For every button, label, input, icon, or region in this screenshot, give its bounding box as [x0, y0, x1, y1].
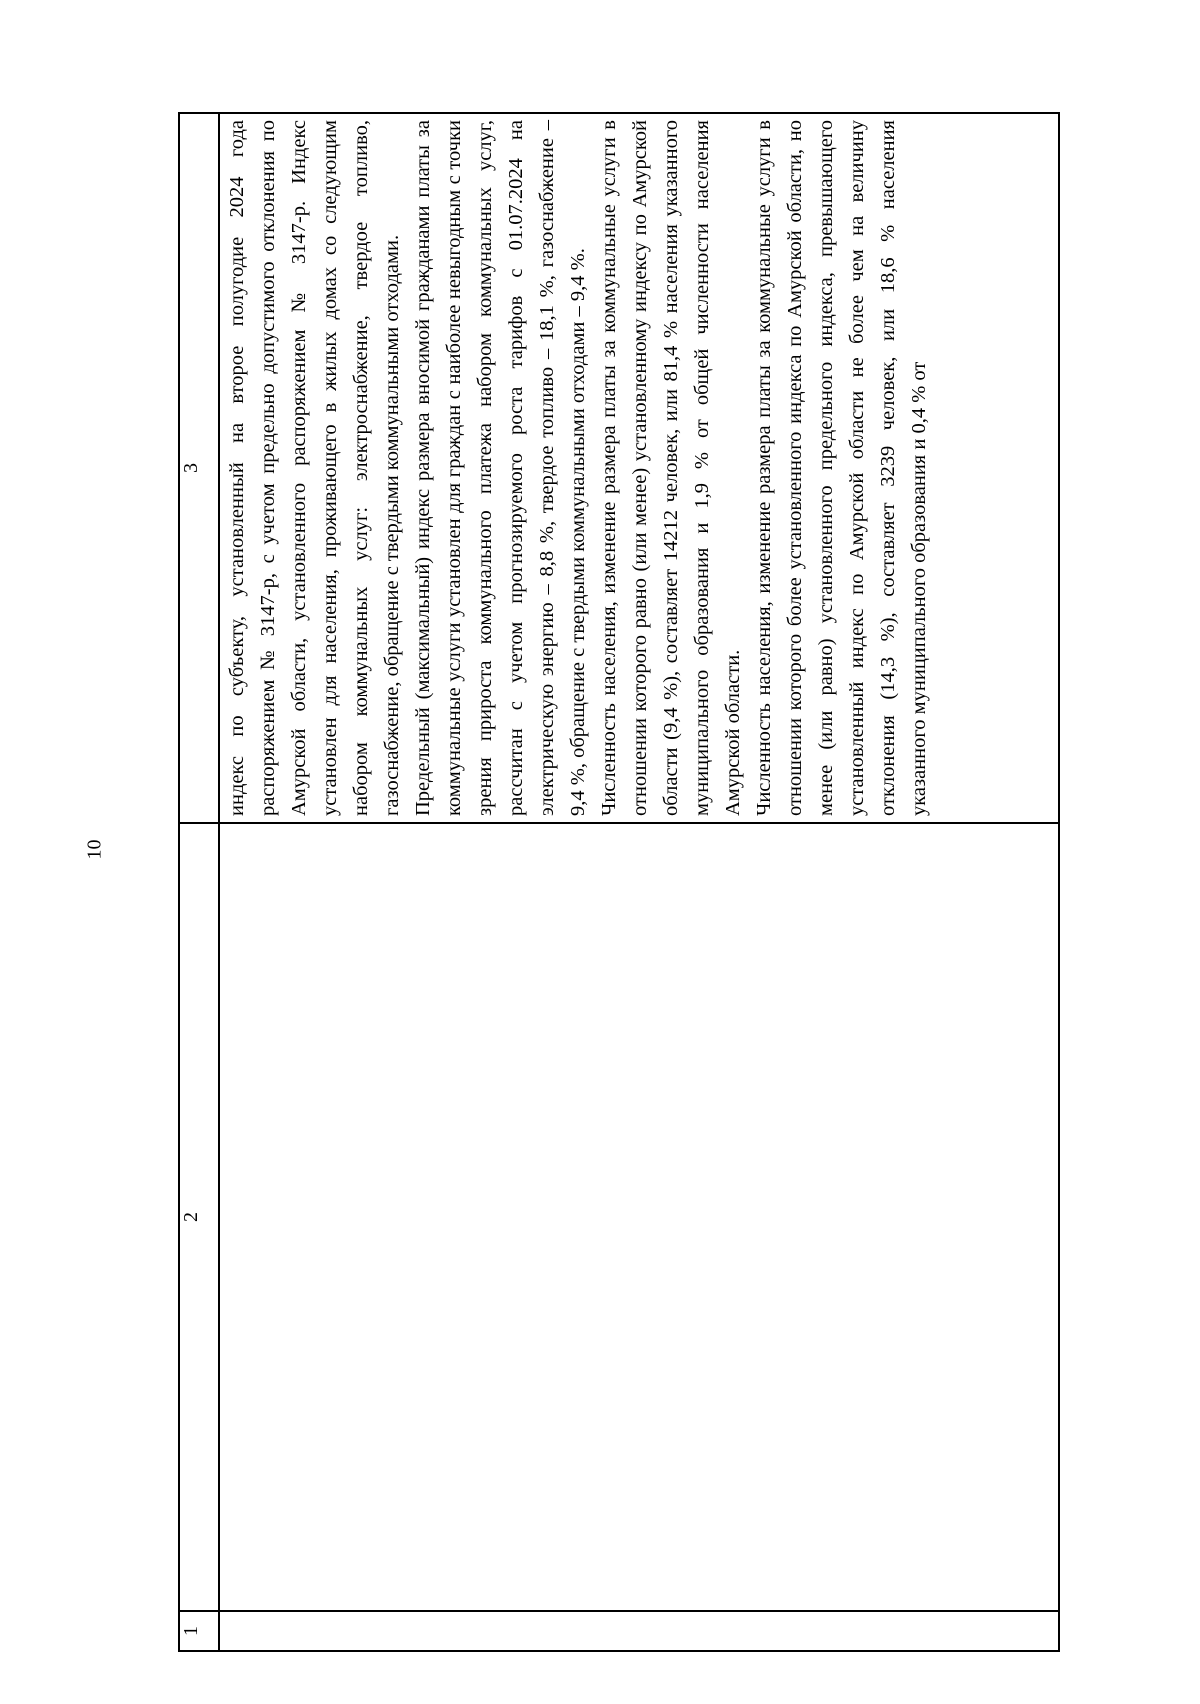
paragraph-population-equal-or-less: Численность населения, изменение размера платы за коммунальные услуги в отношении которого равно (или менее) установленному индексу по Амурской области (9,4 %), составляет 14212 человек, или 81,4 % населения указанного муниципального образования и 1,9 % от общей численности населения Амурской области.: [598, 120, 744, 816]
header-col-2: 2: [179, 823, 219, 1611]
header-col-3: 3: [179, 113, 219, 823]
page-number: 10: [83, 839, 106, 860]
cell-col-2: [219, 823, 1059, 1611]
table-header-row: [179, 113, 219, 1651]
document-table: [178, 112, 1060, 1652]
paragraph-population-more: Численность населения, изменение размера платы за коммунальные услуги в отношении которого более установленного индекса по Амурской области, но менее (или равно) установленного предельного индекса, превышающего установленный индекс по Амурской области не более чем на величину отклонения (14,3 %), составляет 3239 человек, или 18,6 % населения указанного муниципального образования и 0,4 % от: [753, 120, 930, 816]
cell-col-1: [219, 1611, 1059, 1651]
paragraph-max-index: Предельный (максимальный) индекс размера вносимой гражданами платы за коммунальные услуги установлен для граждан с наиболее невыгодным с точки зрения прироста коммунального платежа набором коммунальных услуг, рассчитан с учетом прогнозируемого роста тарифов с 01.07.2024 на электрическую энергию – 8,8 %, твердое топливо – 18,1 %, газоснабжение – 9,4 %, обращение с твердыми коммунальными отходами – 9,4 %.: [412, 120, 589, 816]
cell-col-3-text: [220, 114, 935, 822]
header-col-1: 1: [179, 1611, 219, 1651]
table-row: [219, 113, 1059, 1651]
paragraph-index-subject: индекс по субъекту, установленный на второе полугодие 2024 года распоряжением № 3147-р, с учетом предельно допустимого отклонения по Амурской области, установленного распоряжением № 3147-р. Индекс установлен для населения, проживающего в жилых домах со следующим набором коммунальных услуг: электроснабжение, твердое топливо, газоснабжение, обращение с твердыми коммунальными отходами.: [226, 120, 403, 816]
cell-col-3: [219, 113, 1059, 823]
table-rotated-wrapper: [178, 114, 1060, 1652]
